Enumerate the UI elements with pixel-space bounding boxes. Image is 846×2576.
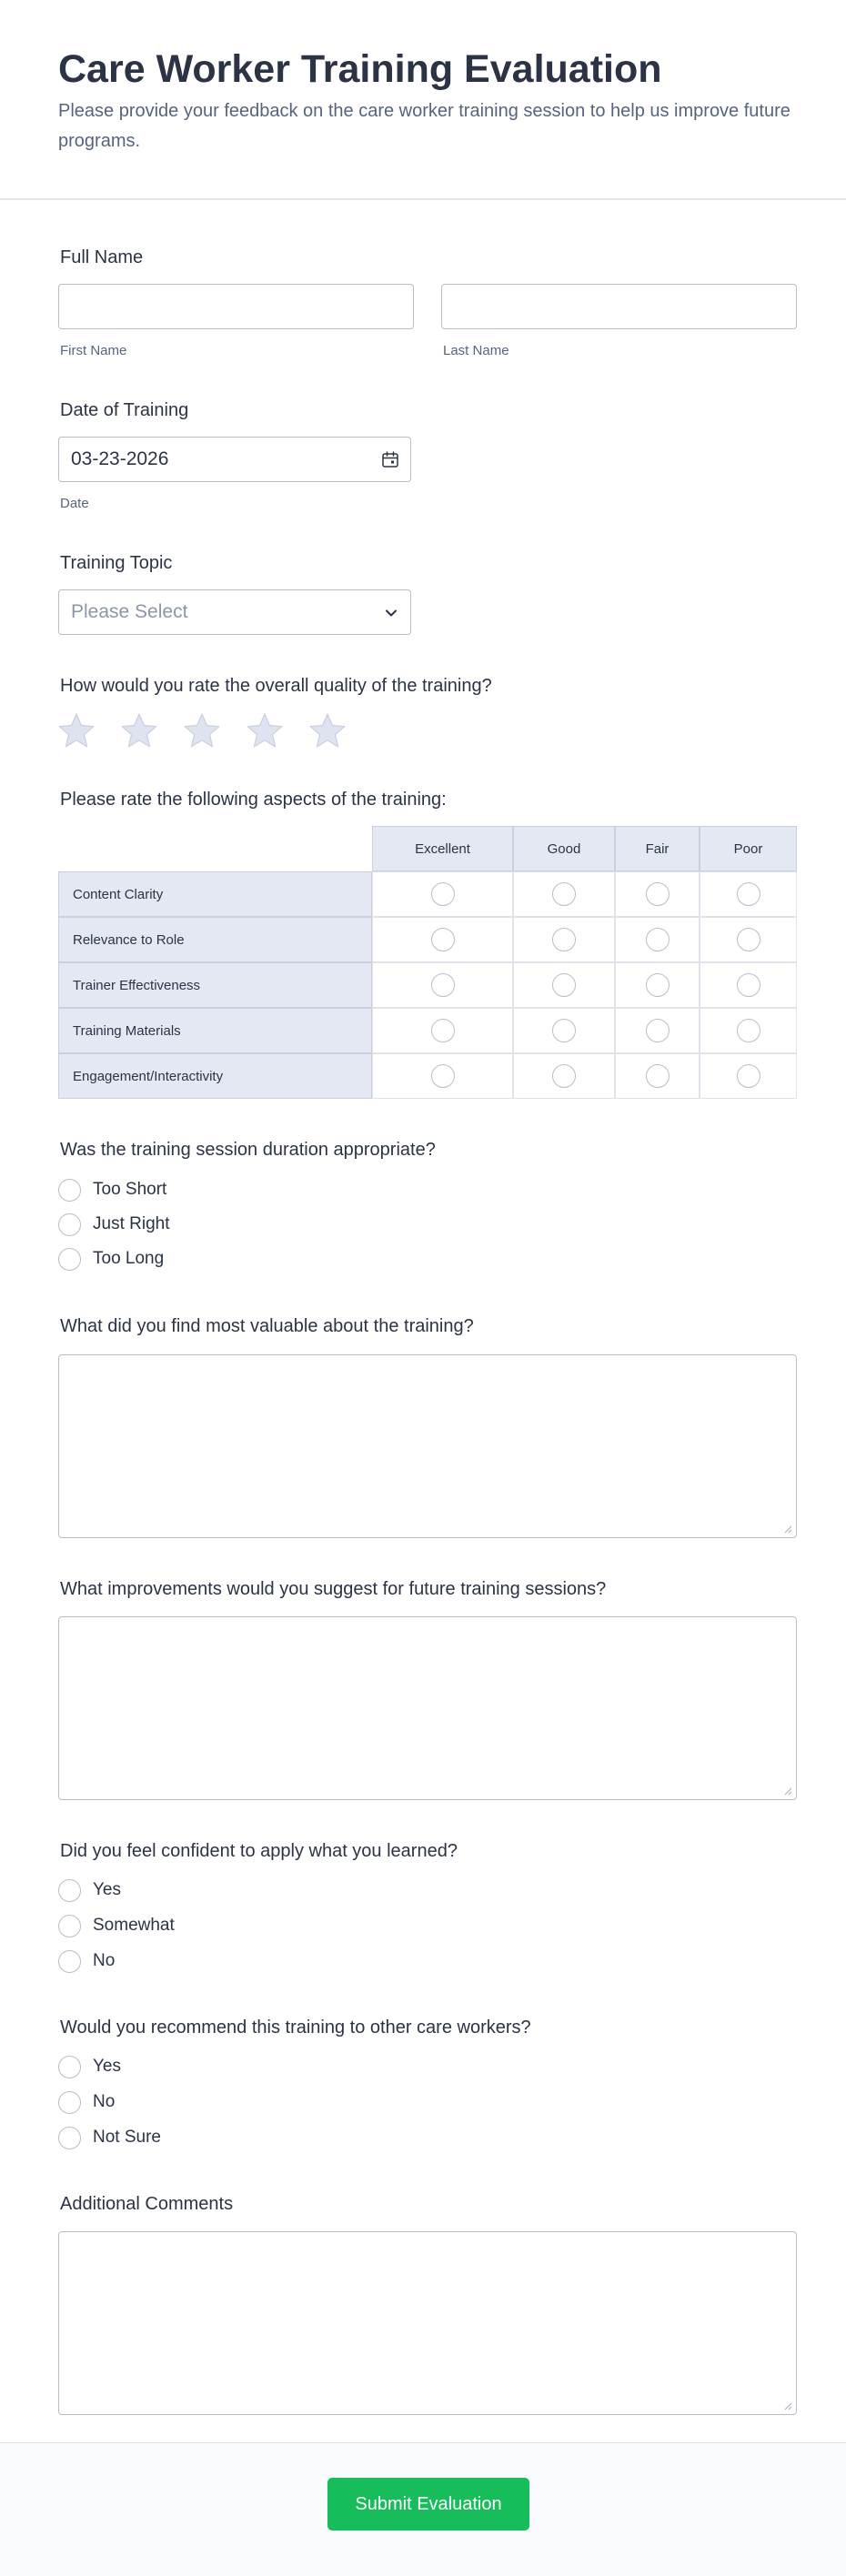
matrix-radio-button[interactable] <box>552 882 576 906</box>
full-name-label: Full Name <box>60 247 144 267</box>
matrix-radio-button[interactable] <box>431 1019 455 1042</box>
recommend-label: Would you recommend this training to other care workers? <box>60 2018 531 2038</box>
matrix-radio-button[interactable] <box>737 882 760 906</box>
most-valuable-label: What did you find most valuable about the training? <box>60 1316 474 1336</box>
duration-label: Was the training session duration appropriate? <box>60 1140 436 1160</box>
matrix-radio-button[interactable] <box>552 928 576 951</box>
matrix-cell <box>615 871 700 917</box>
matrix-cell <box>372 917 513 962</box>
matrix-row-label: Training Materials <box>58 1008 372 1053</box>
matrix-radio-button[interactable] <box>646 882 670 906</box>
matrix-cell <box>513 917 615 962</box>
duration-option-too-short[interactable]: Too Short <box>58 1177 166 1202</box>
matrix-radio-button[interactable] <box>737 973 760 997</box>
matrix-cell <box>513 962 615 1008</box>
page-description: Please provide your feedback on the care worker training session to help us improve future programs. <box>58 101 791 151</box>
form-header <box>0 0 846 200</box>
matrix-radio-button[interactable] <box>646 973 670 997</box>
chevron-down-icon <box>383 605 399 621</box>
date-label: Date of Training <box>60 400 189 420</box>
first-name-input[interactable] <box>58 284 414 329</box>
confidence-option-somewhat[interactable]: Somewhat <box>58 1913 175 1938</box>
matrix-cell <box>615 917 700 962</box>
matrix-radio-button[interactable] <box>431 882 455 906</box>
radio-button[interactable] <box>58 1248 81 1271</box>
matrix-cell <box>372 1008 513 1053</box>
matrix-radio-button[interactable] <box>646 1064 670 1088</box>
most-valuable-textarea[interactable] <box>58 1354 797 1538</box>
duration-option-too-long[interactable]: Too Long <box>58 1246 164 1272</box>
star-icon[interactable] <box>307 711 347 751</box>
resize-handle-icon[interactable] <box>783 1786 792 1796</box>
matrix-column-header: Excellent <box>372 826 513 871</box>
matrix-radio-button[interactable] <box>431 973 455 997</box>
resize-handle-icon[interactable] <box>783 1524 792 1534</box>
matrix-column-header: Good <box>513 826 615 871</box>
training-topic-label: Training Topic <box>60 553 173 573</box>
radio-button[interactable] <box>58 2091 81 2114</box>
radio-button[interactable] <box>58 1915 81 1937</box>
matrix-radio-button[interactable] <box>431 1064 455 1088</box>
matrix-cell <box>513 1008 615 1053</box>
radio-button[interactable] <box>58 2127 81 2149</box>
form-footer <box>0 2442 846 2576</box>
matrix-cell <box>372 1053 513 1099</box>
training-topic-select[interactable] <box>58 589 411 635</box>
duration-option-just-right[interactable]: Just Right <box>58 1212 169 1237</box>
matrix-cell <box>372 871 513 917</box>
radio-button[interactable] <box>58 1179 81 1202</box>
matrix-radio-button[interactable] <box>737 1019 760 1042</box>
recommend-option-not-sure[interactable]: Not Sure <box>58 2125 161 2150</box>
matrix-cell <box>700 871 797 917</box>
aspects-matrix <box>58 826 797 1099</box>
matrix-radio-button[interactable] <box>431 928 455 951</box>
matrix-radio-button[interactable] <box>552 973 576 997</box>
radio-button[interactable] <box>58 1879 81 1902</box>
date-value: 03-23-2026 <box>71 448 169 469</box>
matrix-radio-button[interactable] <box>737 928 760 951</box>
matrix-radio-button[interactable] <box>737 1064 760 1088</box>
matrix-cell <box>700 1008 797 1053</box>
submit-button[interactable]: Submit Evaluation <box>327 2478 529 2531</box>
radio-button[interactable] <box>58 1213 81 1236</box>
overall-rating-label: How would you rate the overall quality of the training? <box>60 676 492 696</box>
matrix-column-header: Poor <box>700 826 797 871</box>
matrix-radio-button[interactable] <box>552 1064 576 1088</box>
resize-handle-icon[interactable] <box>783 2401 792 2410</box>
improvements-label: What improvements would you suggest for future training sessions? <box>60 1579 607 1599</box>
confidence-option-no[interactable]: No <box>58 1948 115 1974</box>
matrix-cell <box>513 871 615 917</box>
calendar-icon[interactable] <box>381 450 399 468</box>
comments-label: Additional Comments <box>60 2194 234 2214</box>
radio-button[interactable] <box>58 1950 81 1973</box>
matrix-cell <box>700 962 797 1008</box>
star-icon[interactable] <box>119 711 159 751</box>
star-icon[interactable] <box>56 711 96 751</box>
matrix-cell <box>615 1053 700 1099</box>
aspects-label: Please rate the following aspects of the training: <box>60 790 447 810</box>
training-topic-placeholder: Please Select <box>71 601 188 622</box>
star-icon[interactable] <box>182 711 222 751</box>
matrix-cell <box>700 1053 797 1099</box>
matrix-cell <box>372 962 513 1008</box>
matrix-row-label: Trainer Effectiveness <box>58 962 372 1008</box>
date-input[interactable] <box>58 437 411 482</box>
confidence-option-yes[interactable]: Yes <box>58 1877 121 1903</box>
improvements-textarea[interactable] <box>58 1616 797 1800</box>
first-name-sublabel: First Name <box>60 343 127 358</box>
matrix-cell <box>615 962 700 1008</box>
matrix-cell <box>700 917 797 962</box>
matrix-row-label: Relevance to Role <box>58 917 372 962</box>
last-name-sublabel: Last Name <box>443 343 509 358</box>
confidence-label: Did you feel confident to apply what you learned? <box>60 1841 458 1861</box>
page-title: Care Worker Training Evaluation <box>58 47 662 91</box>
radio-button[interactable] <box>58 2056 81 2078</box>
matrix-row-label: Content Clarity <box>58 871 372 917</box>
matrix-radio-button[interactable] <box>646 928 670 951</box>
star-icon[interactable] <box>245 711 285 751</box>
matrix-column-header: Fair <box>615 826 700 871</box>
matrix-radio-button[interactable] <box>646 1019 670 1042</box>
comments-textarea[interactable] <box>58 2231 797 2415</box>
last-name-input[interactable] <box>441 284 797 329</box>
matrix-cell <box>615 1008 700 1053</box>
matrix-cell <box>513 1053 615 1099</box>
recommend-option-no[interactable]: No <box>58 2089 115 2115</box>
date-sublabel: Date <box>60 496 89 511</box>
matrix-radio-button[interactable] <box>552 1019 576 1042</box>
matrix-row-label: Engagement/Interactivity <box>58 1053 372 1099</box>
recommend-option-yes[interactable]: Yes <box>58 2054 121 2079</box>
